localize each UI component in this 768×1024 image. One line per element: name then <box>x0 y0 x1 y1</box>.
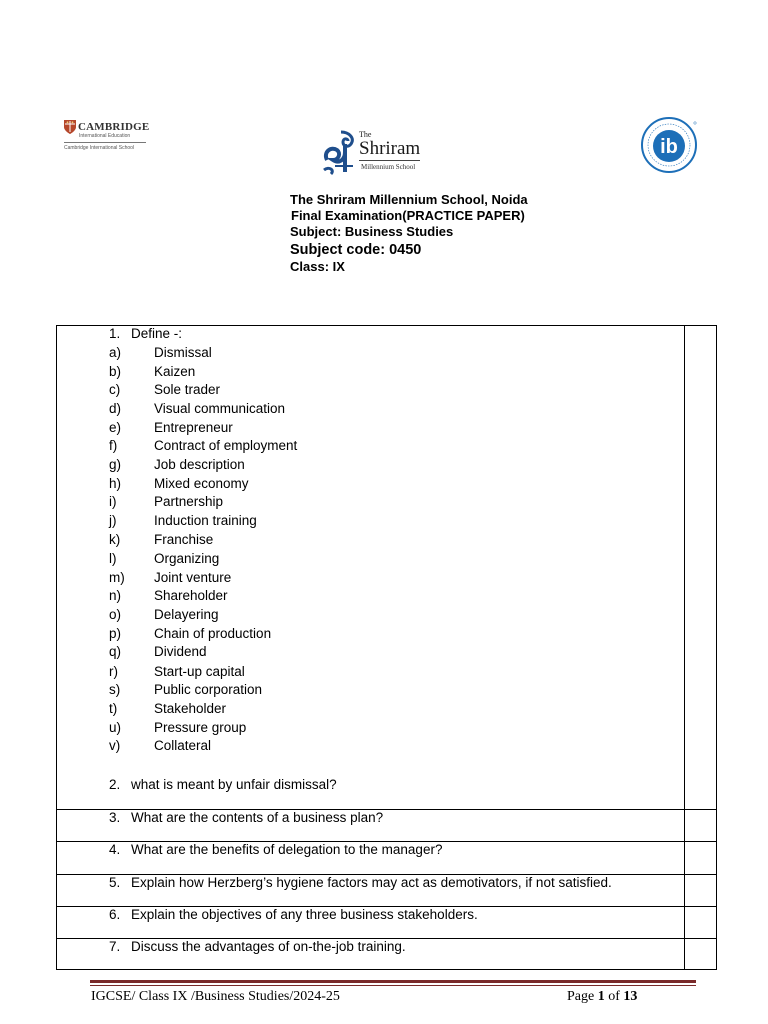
class-line: Class: IX <box>290 259 345 274</box>
questions-table: 1. Define -: a) Dismissal b) Kaizen c) Sole trader d) Visual communication e) Entrepreneur f) Contract of employment g) Job description h) Mixed economy i) Partnership j) Induction training k) Franchise l) Organizing m) Joint venture n) Shareholder o) Delayering p) Chain of production q) Dividend r) Start-up capital s) Public corporation t) Stakeholder u) Pressure group v) Collateral 2. what is meant by unfair dismissal? 3. What are the contents of a business plan? 4. What are the benefits of delegation to the manager? 5. Explain how Herzberg’s hygiene factors may act as demotivators, if not satisfied. 6. Explain the objectives of any three business stakeholders. 7. Discuss the advantages of on-the-job training. <box>56 325 717 970</box>
question-text: Discuss the advantages of on-the-job training. <box>131 939 406 954</box>
question-text: Explain how Herzberg’s hygiene factors may act as demotivators, if not satisfied. <box>131 875 612 890</box>
school-name: The Shriram Millennium School, Noida <box>290 192 528 207</box>
ib-logo-icon <box>639 115 699 175</box>
shriram-the-text: The <box>359 130 372 139</box>
current-page: 1 <box>597 989 605 1004</box>
question-text: what is meant by unfair dismissal? <box>131 777 337 792</box>
footer-rule-thin <box>90 985 696 986</box>
cambridge-wordmark: CAMBRIDGE <box>78 121 150 133</box>
total-pages: 13 <box>623 989 638 1004</box>
marks-column-divider <box>684 326 685 969</box>
question-number: 4. <box>109 842 121 857</box>
cambridge-divider <box>64 142 146 143</box>
cambridge-shield-icon <box>64 120 76 134</box>
exam-header <box>290 192 528 275</box>
shriram-logo <box>321 128 421 178</box>
cambridge-logo <box>64 120 164 151</box>
question-number: 7. <box>109 939 121 954</box>
question-text: What are the contents of a business plan? <box>131 810 384 825</box>
footer-course-text: IGCSE/ Class IX /Business Studies/2024-25 <box>91 989 340 1004</box>
footer-rule-thick <box>90 980 696 983</box>
shriram-name-text: Shriram <box>359 138 421 159</box>
shriram-subtitle: Millennium School <box>361 163 416 171</box>
question-number: 5. <box>109 875 121 890</box>
subject-code: Subject code: 0450 <box>290 242 422 258</box>
question-text: Define -: <box>131 326 183 341</box>
cambridge-subtitle: International Education <box>79 133 131 139</box>
exam-title: Final Examination(PRACTICE PAPER) <box>291 208 525 223</box>
question-number: 2. <box>109 777 121 792</box>
page-number: Page 1 of 13 <box>567 989 638 1004</box>
subject-line: Subject: Business Studies <box>290 224 454 239</box>
question-number: 3. <box>109 810 121 825</box>
question-number: 6. <box>109 907 121 922</box>
ib-letters: ib <box>660 136 678 158</box>
question-number: 1. <box>109 326 121 341</box>
cambridge-school-text: Cambridge International School <box>64 145 135 151</box>
question-text: Explain the objectives of any three business stakeholders. <box>131 907 478 922</box>
shriram-emblem-icon <box>321 130 359 176</box>
question-text: What are the benefits of delegation to the manager? <box>131 842 443 857</box>
